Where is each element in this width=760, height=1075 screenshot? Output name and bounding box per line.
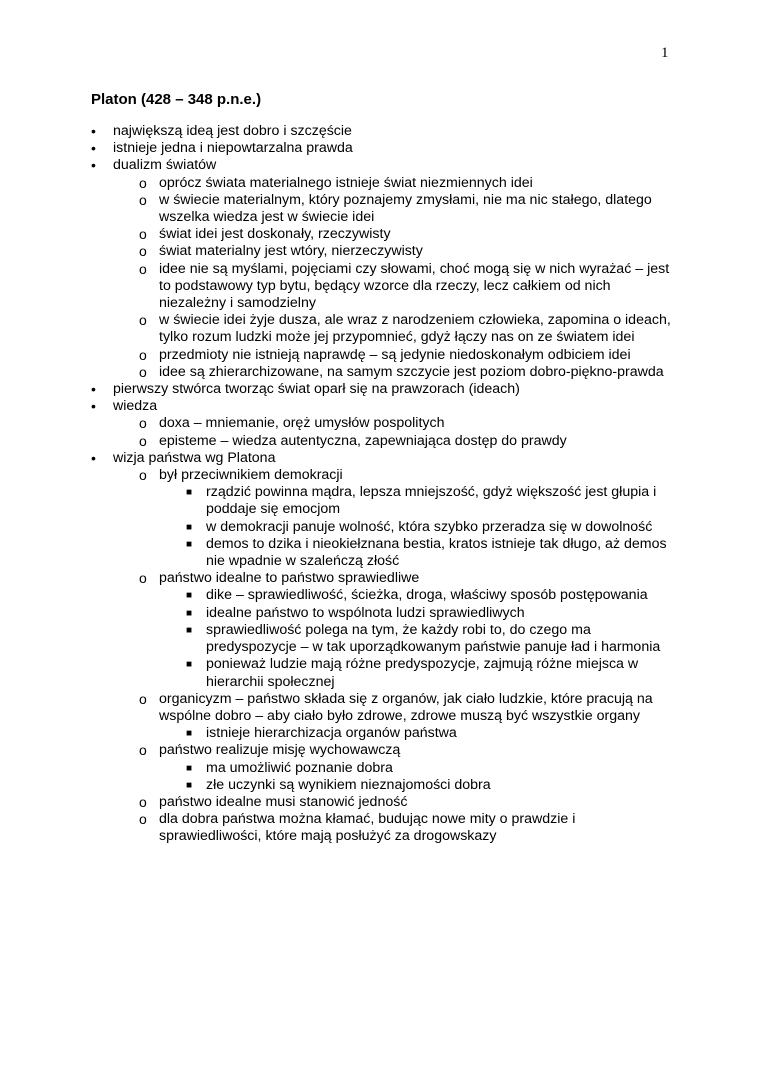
bullet-square-icon: ■ <box>186 728 193 740</box>
list-item-text: sprawiedliwość polega na tym, że każdy robi to, do czego ma <box>206 621 591 638</box>
bullet-square-icon: ■ <box>186 624 193 636</box>
list-item-text: największą ideą jest dobro i szczęście <box>113 123 352 139</box>
list-item-text: wizja państwa wg Platona <box>113 449 276 466</box>
bullet-square-icon: ■ <box>186 538 193 550</box>
bullet-circle-icon: o <box>139 811 147 828</box>
bullet-square-icon: ■ <box>186 590 193 602</box>
bullet-circle-icon: o <box>139 742 147 759</box>
bullet-square-icon: ■ <box>186 487 193 499</box>
list-item-text: dualizm światów <box>113 157 217 174</box>
list-item-text: świat materialny jest wtóry, nierzeczywisty <box>159 243 423 260</box>
list-item-level-2 <box>0 433 760 450</box>
list-item-level-2 <box>0 175 760 192</box>
bullet-disc-icon: • <box>91 123 96 139</box>
list-item-level-3 <box>0 725 760 742</box>
list-item-level-2 <box>0 312 760 346</box>
list-item-text: ma umożliwić poznanie dobra <box>206 759 393 776</box>
bullet-disc-icon: • <box>91 381 96 398</box>
list-item-level-2 <box>0 467 760 484</box>
list-item-text: organicyzm – państwo składa się z organów, jak ciało ludzkie, które pracują na <box>159 690 653 707</box>
bullet-circle-icon: o <box>139 243 147 260</box>
list-item-text: w świecie materialnym, który poznajemy zmysłami, nie ma nic stałego, dlatego <box>159 191 652 208</box>
list-item-text: w świecie idei żyje dusza, ale wraz z narodzeniem człowieka, zapomina o ideach, <box>159 312 671 329</box>
list-item-text: wszelka wiedza jest w świecie idei <box>159 209 375 226</box>
list-item-level-2 <box>0 192 760 226</box>
list-item-text: wiedza <box>113 398 158 415</box>
list-item-text: hierarchii społecznej <box>206 673 335 690</box>
list-item-level-2 <box>0 364 760 381</box>
list-item-level-1 <box>0 140 760 157</box>
list-item-text: idee są zhierarchizowane, na samym szczycie jest poziom dobro-piękno-prawda <box>159 363 664 380</box>
list-item-level-3 <box>0 519 760 536</box>
list-item-level-1 <box>0 450 760 467</box>
bullet-disc-icon: • <box>91 140 96 157</box>
list-item-level-1 <box>0 123 760 140</box>
list-item-level-2 <box>0 226 760 243</box>
list-item-level-2 <box>0 811 760 845</box>
list-item-level-1 <box>0 398 760 415</box>
list-item-level-2 <box>0 261 760 313</box>
list-item-level-2 <box>0 347 760 364</box>
list-item-text: sprawiedliwości, które mają posłużyć za drogowskazy <box>159 828 497 845</box>
list-item-level-3 <box>0 622 760 656</box>
bullet-circle-icon: o <box>139 226 147 243</box>
bullet-circle-icon: o <box>139 467 147 484</box>
list-item-text: idee nie są myślami, pojęciami czy słowami, choć mogą się w nich wyrażać – jest <box>159 260 670 277</box>
bullet-square-icon: ■ <box>186 607 193 619</box>
list-item-text: był przeciwnikiem demokracji <box>159 467 343 484</box>
list-item-level-3 <box>0 656 760 690</box>
list-item-text: tylko rozum ludzki może jej przypomnieć, gdyż łączy nas on ze światem idei <box>159 329 635 346</box>
page-number: 1 <box>661 45 669 61</box>
list-item-text: poddaje się emocjom <box>206 501 341 518</box>
bullet-square-icon: ■ <box>186 659 193 671</box>
list-item-text: istnieje hierarchizacja organów państwa <box>206 725 457 742</box>
list-item-level-2 <box>0 691 760 725</box>
list-item-text: świat idei jest doskonały, rzeczywisty <box>159 226 391 243</box>
list-item-level-2 <box>0 570 760 587</box>
bullet-circle-icon: o <box>139 363 147 380</box>
list-item-level-2 <box>0 742 760 759</box>
bullet-circle-icon: o <box>139 570 147 587</box>
list-item-text: przedmioty nie istnieją naprawdę – są jedynie niedoskonałym odbiciem idei <box>159 346 631 363</box>
list-item-text: istnieje jedna i niepowtarzalna prawda <box>113 140 353 157</box>
list-item-level-3 <box>0 587 760 604</box>
list-item-text: rządzić powinna mądra, lepsza mniejszość, gdyż większość jest głupia i <box>206 484 657 501</box>
list-item-text: idealne państwo to wspólnota ludzi sprawiedliwych <box>206 604 525 621</box>
list-item-text: niezależny i samodzielny <box>159 295 316 312</box>
list-item-text: państwo idealne to państwo sprawiedliwe <box>159 570 420 587</box>
list-item-text: episteme – wiedza autentyczna, zapewniająca dostęp do prawdy <box>159 432 567 449</box>
list-item-level-2 <box>0 243 760 260</box>
bullet-circle-icon: o <box>139 346 147 363</box>
bullet-circle-icon: o <box>139 174 147 191</box>
bullet-square-icon: ■ <box>186 779 193 791</box>
outline-list <box>0 123 760 846</box>
list-item-text: to podstawowy typ bytu, będący wzorce dla rzeczy, lecz całkiem od nich <box>159 277 611 294</box>
list-item-level-3 <box>0 760 760 777</box>
bullet-disc-icon: • <box>91 449 96 466</box>
list-item-text: w demokracji panuje wolność, która szybko przeradza się w dowolność <box>206 518 653 535</box>
list-item-text: dla dobra państwa można kłamać, budując nowe mity o prawdzie i <box>159 811 576 828</box>
bullet-circle-icon: o <box>139 432 147 449</box>
list-item-level-2 <box>0 794 760 811</box>
list-item-level-3 <box>0 536 760 570</box>
list-item-text: doxa – mniemanie, oręż umysłów pospolitych <box>159 415 445 432</box>
bullet-circle-icon: o <box>139 191 147 208</box>
bullet-square-icon: ■ <box>186 762 193 774</box>
list-item-text: dike – sprawiedliwość, ścieżka, droga, właściwy sposób postępowania <box>206 587 648 604</box>
list-item-level-1 <box>0 157 760 174</box>
document-title: Platon (428 – 348 p.n.e.) <box>91 91 262 108</box>
list-item-level-2 <box>0 415 760 432</box>
list-item-text: nie wpadnie w szaleńczą złość <box>206 553 400 570</box>
list-item-level-1 <box>0 381 760 398</box>
list-item-text: pierwszy stwórca tworząc świat oparł się na prawzorach (ideach) <box>113 381 520 398</box>
bullet-disc-icon: • <box>91 157 96 174</box>
bullet-disc-icon: • <box>91 398 96 415</box>
list-item-level-3 <box>0 777 760 794</box>
list-item-text: oprócz świata materialnego istnieje świat niezmiennych idei <box>159 174 533 191</box>
list-item-text: predyspozycje – w tak uporządkowanym państwie panuje ład i harmonia <box>206 639 661 656</box>
list-item-text: państwo realizuje misję wychowawczą <box>159 742 401 759</box>
bullet-circle-icon: o <box>139 793 147 810</box>
list-item-text: demos to dzika i nieokiełznana bestia, kratos istnieje tak długo, aż demos <box>206 535 667 552</box>
list-item-text: państwo idealne musi stanowić jedność <box>159 793 408 810</box>
bullet-circle-icon: o <box>139 260 147 277</box>
list-item-text: złe uczynki są wynikiem nieznajomości dobra <box>206 776 491 793</box>
list-item-text: wspólne dobro – aby ciało było zdrowe, zdrowe muszą być wszystkie organy <box>159 707 641 724</box>
list-item-level-3 <box>0 605 760 622</box>
bullet-circle-icon: o <box>139 690 147 707</box>
bullet-square-icon: ■ <box>186 521 193 533</box>
list-item-level-3 <box>0 484 760 518</box>
bullet-circle-icon: o <box>139 415 147 432</box>
bullet-circle-icon: o <box>139 312 147 329</box>
list-item-text: ponieważ ludzie mają różne predyspozycje, zajmują różne miejsca w <box>206 656 639 673</box>
